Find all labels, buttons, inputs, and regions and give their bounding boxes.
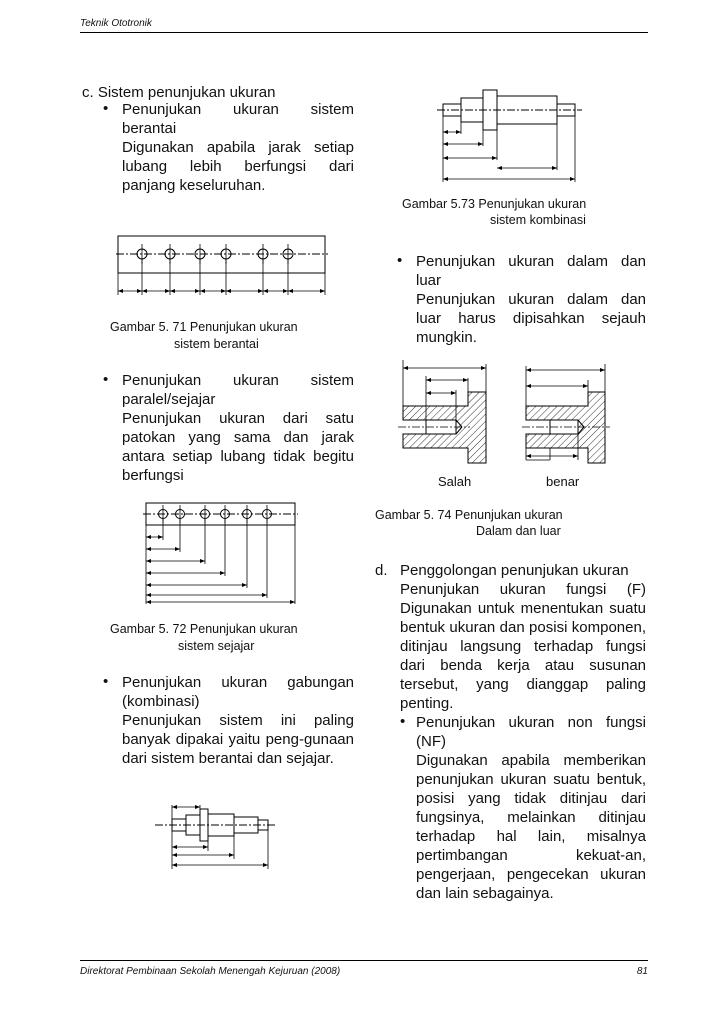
figure-5-73-caption-line2: sistem kombinasi: [490, 213, 586, 227]
word: sistem: [310, 372, 355, 389]
bullet-icon: •: [103, 371, 109, 388]
running-header: Teknik Ototronik: [80, 18, 152, 29]
bullet-paralel-body: Penunjukan ukuran dari satu patokan yang sama dan jarak antara setiap lubang tidak begitu berfungsi: [122, 410, 354, 484]
word: sistem: [310, 101, 355, 118]
figure-5-74-caption-line1: Gambar 5. 74 Penunjukan ukuran: [375, 508, 563, 522]
figure-5-72-caption-line1: Gambar 5. 72 Penunjukan ukuran: [110, 622, 298, 636]
bullet-berantai-body: Digunakan apabila jarak setiap lubang lebih berfungsi dari panjang keseluruhan.: [122, 139, 354, 194]
bullet-kombinasi-title-line2: (kombinasi): [122, 693, 200, 710]
page-number: 81: [636, 966, 648, 977]
bullet-berantai-title-line1: [122, 100, 354, 119]
bullet-paralel-title-line2: paralel/sejajar: [122, 391, 216, 408]
figure-5-74-label-benar: benar: [546, 474, 580, 489]
figure-5-71-chain-dimension-drawing: [118, 233, 333, 298]
combination-shaft-drawing: [160, 803, 275, 873]
footer-rule: [80, 960, 648, 961]
bullet-kombinasi-body: Penunjukan sistem ini paling banyak dipakai yaitu peng-gunaan dari sistem berantai dan sejajar.: [122, 712, 354, 767]
figure-5-73-combination-dimension-drawing: [437, 88, 582, 186]
section-d-marker: d.: [375, 562, 388, 579]
figure-5-73-caption-line1: Gambar 5.73 Penunjukan ukuran: [402, 197, 587, 211]
figure-5-74-caption-line2: Dalam dan luar: [476, 524, 561, 538]
section-c-title: Sistem penunjukan ukuran: [97, 84, 276, 101]
figure-5-72-caption-line2: sistem sejajar: [178, 639, 255, 653]
header-rule: [80, 32, 648, 33]
bullet-icon: •: [103, 673, 109, 690]
bullet-paralel-title-line1: [122, 371, 354, 390]
bullet-dalam-luar-body: Penunjukan ukuran dalam dan luar harus dipisahkan sejauh mungkin.: [416, 291, 646, 346]
footer-source: Direktorat Pembinaan Sekolah Menengah Kejuruan (2008): [80, 966, 341, 977]
section-d-title: Penggolongan penunjukan ukuran: [400, 562, 629, 579]
bullet-non-fungsi-title: Penunjukan ukuran non fungsi (NF): [416, 714, 646, 750]
bullet-kombinasi-title-line1: Penunjukan ukuran gabungan: [122, 674, 354, 691]
figure-5-71-caption-line2: sistem berantai: [174, 337, 259, 351]
figure-5-71-caption-line1: Gambar 5. 71 Penunjukan ukuran: [110, 320, 298, 334]
bullet-dalam-luar-title: Penunjukan ukuran dalam dan luar: [416, 253, 646, 289]
bullet-berantai-title-line2: berantai: [122, 120, 177, 137]
figure-5-74-label-salah: Salah: [438, 474, 472, 489]
section-c-marker: c.: [82, 84, 94, 101]
word: Penunjukan: [122, 101, 202, 118]
word: Penunjukan: [122, 372, 202, 389]
bullet-icon: •: [397, 252, 403, 269]
figure-5-72-parallel-dimension-drawing: [143, 500, 298, 605]
section-d-body: Penunjukan ukuran fungsi (F) Digunakan untuk menentukan suatu bentuk ukuran dan posisi komponen, ditinjau langsung terhadap fungsi dari benda kerja atau susunan tersebut, yang dianggap paling penting.: [400, 581, 646, 712]
bullet-non-fungsi-body: Digunakan apabila memberikan penunjukan ukuran suatu bentuk, posisi yang tidak ditinjau dari fungsinya, melainkan ditinjau terhadap hal lain, misalnya pertimbangan kekuat-an, pengerjaan, pengecekan ukuran dan lain sebagainya.: [416, 752, 646, 902]
figure-5-74-inner-outer-dimension-drawing: [398, 360, 633, 466]
word: ukuran: [233, 101, 279, 118]
bullet-icon: •: [400, 713, 406, 730]
bullet-icon: •: [103, 100, 109, 117]
word: ukuran: [233, 372, 279, 389]
